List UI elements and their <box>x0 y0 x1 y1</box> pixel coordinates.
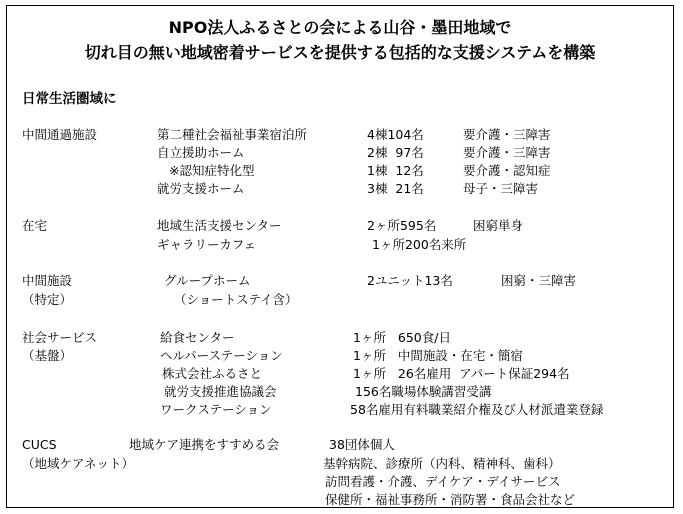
facility-note: 要介護・認知症 <box>463 163 551 178</box>
facility-note: 要介護・三障害 <box>463 145 551 160</box>
facility-name: 自立援助ホーム <box>157 145 245 160</box>
category-home: 在宅 <box>22 218 48 233</box>
facility-name: グループホーム <box>164 273 251 288</box>
facility-name: ※認知症特化型 <box>169 163 255 178</box>
facility-count: 1ヶ所200名来所 <box>372 237 467 252</box>
facility-count: 3棟 21名 <box>367 181 424 196</box>
category-social-sub: （基盤） <box>22 348 73 363</box>
slide-frame <box>6 5 674 508</box>
category-cucs: CUCS <box>22 437 57 452</box>
facility-count: 2ユニット13名 <box>367 273 453 288</box>
service-name: 株式会社ふるさと <box>162 366 263 381</box>
facility-name-sub: （ショートステイ含） <box>174 292 298 307</box>
title-line-1: NPO法人ふるさとの会による山谷・墨田地域で <box>168 18 512 37</box>
category-specific-sub: （特定） <box>22 292 73 307</box>
facility-count: 2棟 97名 <box>367 145 424 160</box>
service-name: ヘルパーステーション <box>160 348 283 363</box>
network-member-line: 保健所・福祉事務所・消防署・食品会社など <box>325 492 576 507</box>
facility-name: 地域生活支援センター <box>157 218 282 233</box>
facility-note: 要介護・三障害 <box>463 127 551 142</box>
service-name: 就労支援推進協議会 <box>164 384 277 399</box>
service-detail: 1ヶ所 650食/日 <box>353 330 451 345</box>
network-count: 38団体個人 <box>329 437 395 452</box>
title-line-2: 切れ目の無い地域密着サービスを提供する包括的な支援システムを構築 <box>84 43 596 62</box>
service-name: ワークステーション <box>160 402 272 417</box>
facility-count: 4棟104名 <box>367 127 424 142</box>
facility-name: 第二種社会福祉事業宿泊所 <box>157 127 308 142</box>
facility-note: 母子・三障害 <box>463 181 539 196</box>
network-member-line: 基幹病院、診療所（内科、精神科、歯科） <box>323 456 561 471</box>
facility-note: 困窮単身 <box>473 218 524 233</box>
category-social: 社会サービス <box>22 330 98 345</box>
service-name: 給食センター <box>160 330 235 345</box>
network-member-line: 訪問看護・介護、デイケア・デイサービス <box>325 474 561 489</box>
service-detail: 156名職場体験講習受講 <box>355 384 492 399</box>
facility-name: 就労支援ホーム <box>157 181 245 196</box>
service-detail: 1ヶ所 26名雇用 アパート保証294名 <box>353 366 570 381</box>
facility-count: 2ヶ所595名 <box>367 218 437 233</box>
facility-note: 困窮・三障害 <box>501 273 577 288</box>
category-cucs-sub: （地域ケアネット） <box>22 456 135 471</box>
facility-count: 1棟 12名 <box>367 163 424 178</box>
category-intermediate: 中間通過施設 <box>22 127 98 142</box>
subtitle: 日常生活圏域に <box>22 91 117 107</box>
service-detail: 58名雇用有料職業紹介権及び人材派遣業登録 <box>350 402 604 417</box>
service-detail: 1ヶ所 中間施設・在宅・簡宿 <box>353 348 523 363</box>
network-name: 地域ケア連携をすすめる会 <box>129 437 280 452</box>
facility-name: ギャラリーカフェ <box>157 237 257 252</box>
category-specific: 中間施設 <box>22 273 73 288</box>
